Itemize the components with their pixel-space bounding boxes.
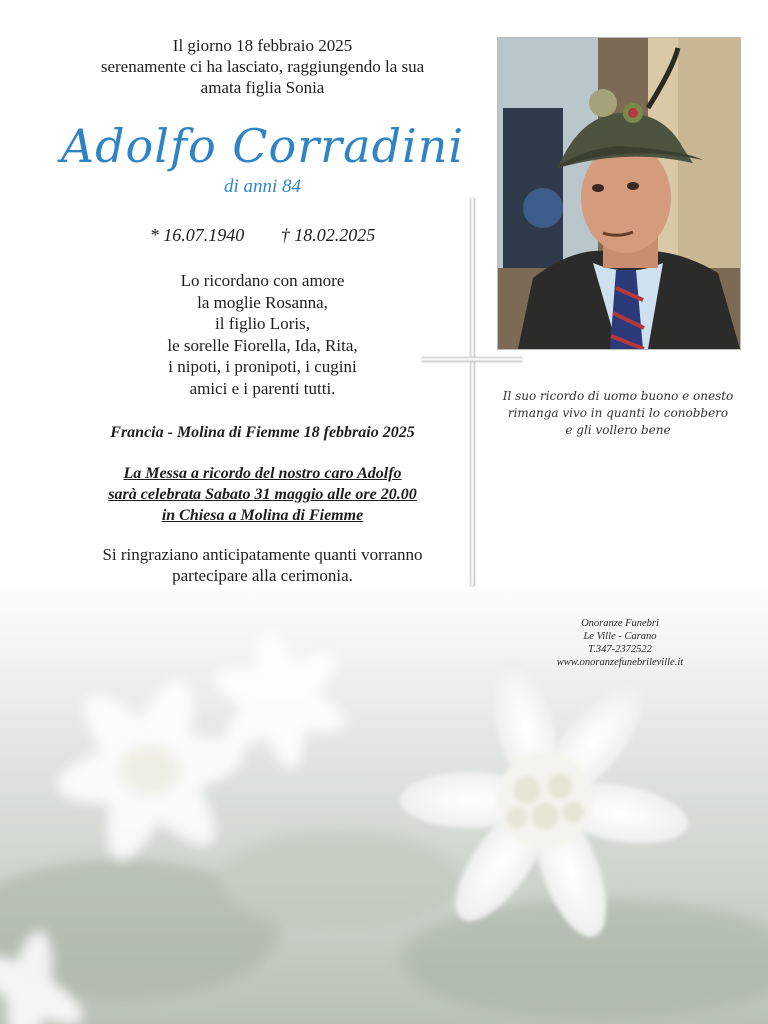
memorial-quote: Il suo ricordo di uomo buono e onesto rimanga vivo in quanti lo conobbero e gli vollero bene: [502, 389, 734, 437]
thanks-text: Si ringraziano anticipatamente quanti vorranno partecipare alla cerimonia.: [102, 545, 423, 585]
portrait-image: [498, 38, 740, 349]
mass-notice: La Messa a ricordo del nostro caro Adolfo sarà celebrata Sabato 31 maggio alle ore 20.00 in Chiesa a Molina di Fiemme: [108, 465, 417, 524]
life-dates: [40, 225, 485, 246]
deceased-name: Adolfo Corradini: [60, 119, 465, 173]
place-date: Francia - Molina di Fiemme 18 febbraio 2025: [110, 424, 415, 441]
intro-text: Il giorno 18 febbraio 2025 serenamente ci ha lasciato, raggiungendo la sua amata figlia Sonia: [100, 36, 425, 97]
agency-name: Onoranze Funebri: [581, 618, 659, 629]
agency-phone: T.347-2372522: [588, 644, 652, 655]
agency-location: Le Ville - Carano: [583, 631, 657, 642]
death-date: † 18.02.2025: [280, 225, 376, 245]
deceased-age: di anni 84: [223, 176, 302, 197]
agency-website[interactable]: www.onoranzefunebrileville.it: [556, 657, 684, 668]
funeral-agency: [525, 617, 715, 669]
remembered-by: Lo ricordano con amore la moglie Rosanna, il figlio Loris, le sorelle Fiorella, Ida, Rita, i nipoti, i pronipoti, i cugini amici e i parenti tutti.: [167, 271, 358, 398]
birth-date: * 16.07.1940: [149, 225, 245, 245]
portrait-photo: [497, 37, 741, 350]
